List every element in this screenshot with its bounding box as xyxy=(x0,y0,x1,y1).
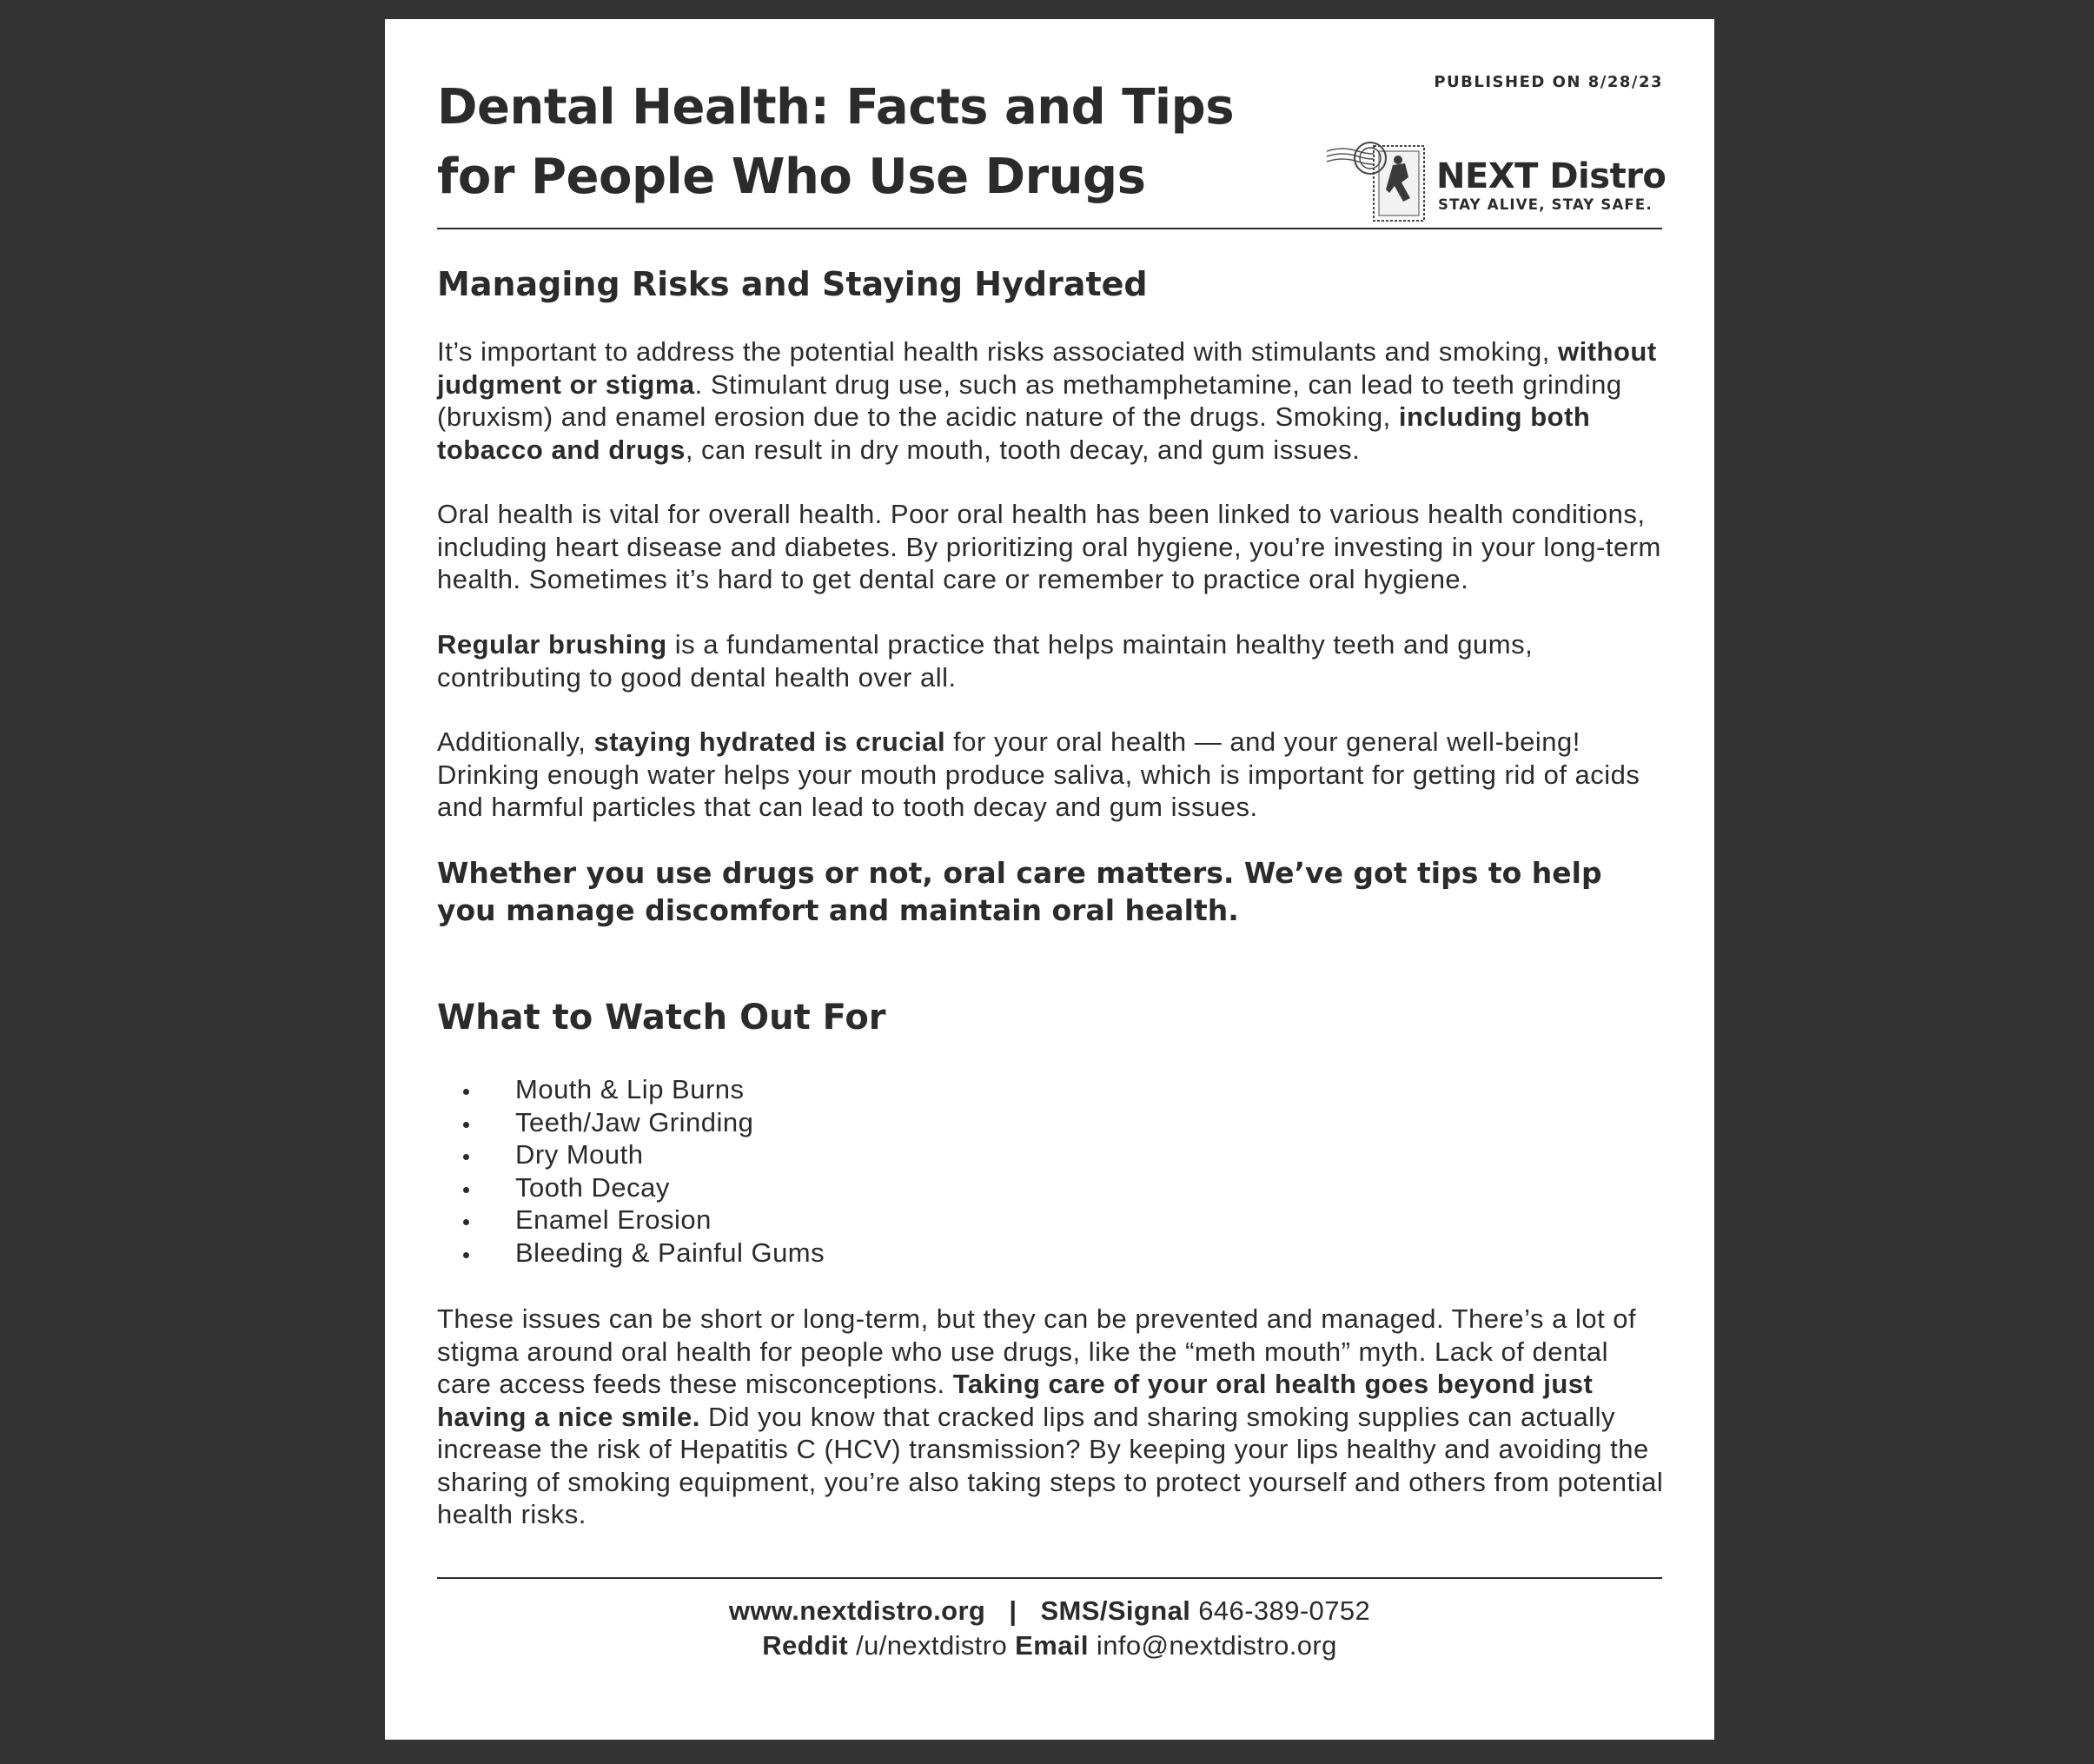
section-heading-watch: What to Watch Out For xyxy=(437,998,886,1038)
footer-divider xyxy=(437,1577,1662,1579)
document-page xyxy=(385,19,1714,1740)
footer-contact-line-2 xyxy=(385,1628,1714,1663)
text-span: Did you know that cracked lips and sharing smoking supplies can actually increase the risk of Hepatitis C (HCV) transmission? By keeping your lips healthy and avoiding the sharing of smoking equipment, you’re also taking steps to protect yourself and others from potential health risks. xyxy=(437,1401,1664,1529)
bold-text: Regular brushing xyxy=(437,629,667,660)
list-item: Bleeding & Painful Gums xyxy=(463,1237,825,1270)
list-item: Mouth & Lip Burns xyxy=(463,1073,825,1106)
list-item: Enamel Erosion xyxy=(463,1204,825,1237)
list-item: Teeth/Jaw Grinding xyxy=(463,1106,825,1139)
text-span: is a fundamental practice that helps maintain healthy teeth and gums, contributing to good dental health over all. xyxy=(437,629,1534,693)
reddit-handle[interactable]: /u/nextdistro xyxy=(856,1630,1008,1661)
paragraph-brushing xyxy=(437,628,1664,693)
paragraph-stigma xyxy=(437,1303,1664,1531)
watch-list xyxy=(463,1073,825,1269)
reddit-label: Reddit xyxy=(762,1630,849,1661)
email-address[interactable]: info@nextdistro.org xyxy=(1096,1630,1337,1661)
section-heading-risks: Managing Risks and Staying Hydrated xyxy=(437,265,1148,303)
header-divider xyxy=(437,228,1662,229)
text-span: for your oral health — and your general well-being! Drinking enough water helps your mouth produce saliva, which is important for getting rid of acids and harmful particles that can lead to tooth decay and gum issues. xyxy=(437,726,1640,822)
separator: | xyxy=(1009,1595,1017,1626)
paragraph-risks xyxy=(437,335,1664,466)
published-date: PUBLISHED ON 8/28/23 xyxy=(1434,73,1663,91)
postage-stamp-icon xyxy=(1325,132,1429,228)
sms-label: SMS/Signal xyxy=(1040,1595,1191,1626)
bold-text: including both tobacco and drugs xyxy=(437,401,1591,465)
sms-number[interactable]: 646-389-0752 xyxy=(1198,1595,1371,1626)
page-title: Dental Health: Facts and Tips for People Who Use Drugs xyxy=(437,79,1235,205)
paragraph-oral-health: Oral health is vital for overall health. Poor oral health has been linked to various health conditions, including heart disease and diabetes. By prioritizing oral hygiene, you’re investing in your long-term health. Sometimes it’s hard to get dental care or remember to practice oral hygiene. xyxy=(437,499,1661,594)
text-span: It’s important to address the potential health risks associated with stimulants and smoking, xyxy=(437,336,1558,367)
email-label: Email xyxy=(1015,1630,1089,1661)
logo-tagline: STAY ALIVE, STAY SAFE. xyxy=(1438,196,1653,213)
text-span: Additionally, xyxy=(437,726,594,757)
logo-name: NEXT Distro xyxy=(1436,156,1667,196)
footer-contact-line-1 xyxy=(385,1594,1714,1628)
text-span: . Stimulant drug use, such as methamphetamine, can lead to teeth grinding (bruxism) and enamel erosion due to the acidic nature of the drugs. Smoking, xyxy=(437,368,1622,432)
callout-statement: Whether you use drugs or not, oral care matters. We’ve got tips to help you manage discomfort and maintain oral health. xyxy=(437,856,1602,927)
next-distro-logo[interactable] xyxy=(1325,132,1667,228)
list-item: Dry Mouth xyxy=(463,1138,825,1171)
bold-text: staying hydrated is crucial xyxy=(593,726,946,757)
bold-text: without judgment or stigma xyxy=(437,336,1657,400)
text-span: These issues can be short or long-term, but they can be prevented and managed. There’s a lot of stigma around oral health for people who use drugs, like the “meth mouth” myth. Lack of dental care access feeds these misconceptions. xyxy=(437,1303,1637,1399)
website-link[interactable]: www.nextdistro.org xyxy=(728,1595,986,1626)
bold-text: Taking care of your oral health goes beyond just having a nice smile. xyxy=(437,1369,1594,1432)
list-item: Tooth Decay xyxy=(463,1171,825,1204)
text-span: , can result in dry mouth, tooth decay, and gum issues. xyxy=(685,434,1361,465)
paragraph-hydration xyxy=(437,726,1664,824)
